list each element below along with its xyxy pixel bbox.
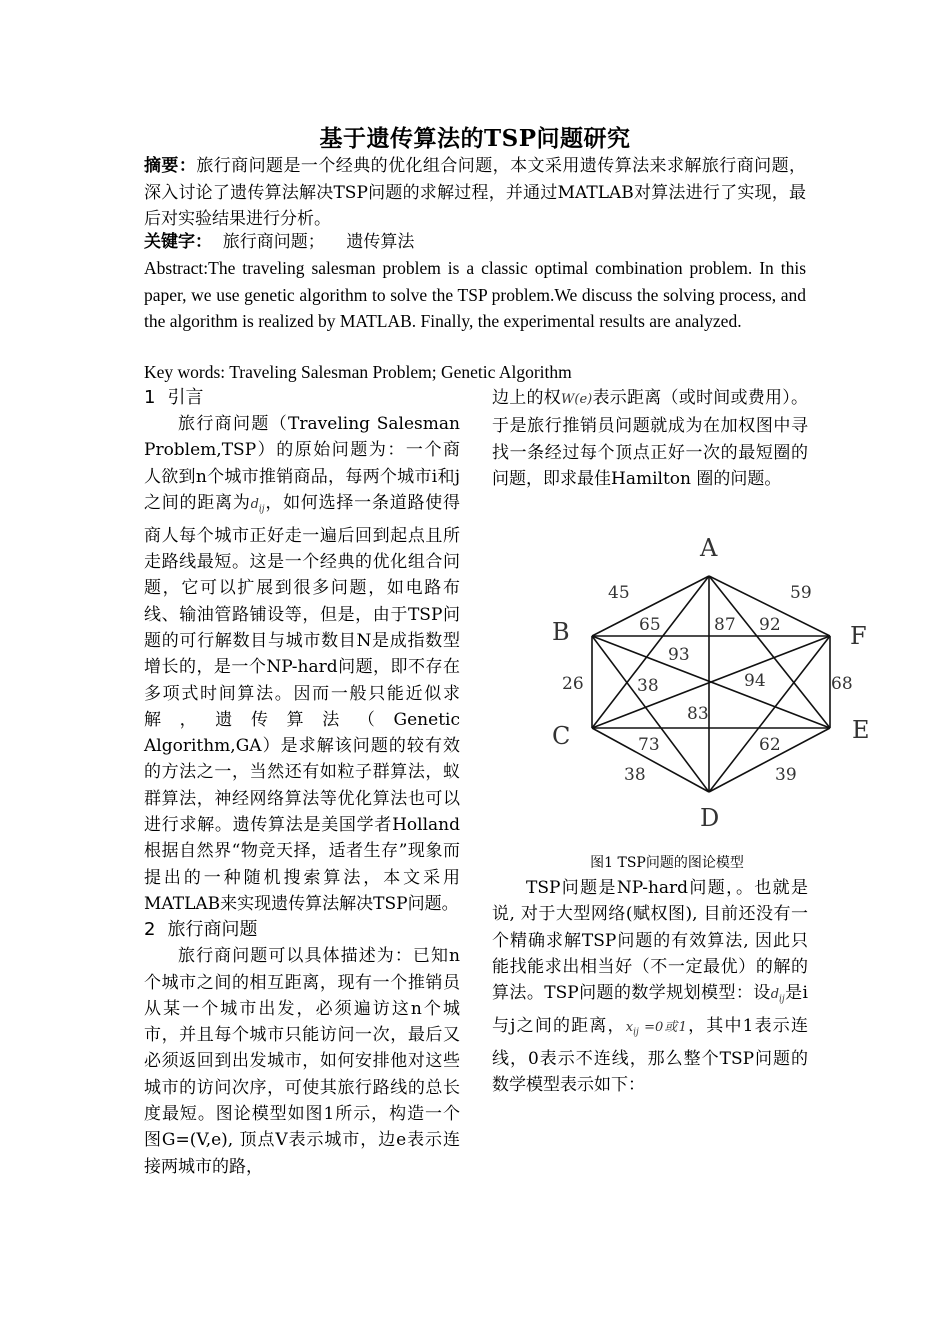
weight-CE: 73 — [638, 735, 660, 755]
weight-center: 83 — [687, 704, 709, 724]
weight-BD: 38 — [637, 676, 659, 696]
keywords-label: 关键字： — [144, 232, 212, 252]
weight-CD: 38 — [624, 765, 646, 785]
right-paragraph-1: 边上的权W(e)表示距离（或时间或费用）。于是旅行推销员问题就成为在加权图中寻找一条经过每个顶点正好一次的最短圈的问题，即求最佳Hamilton 圈的问题。 — [492, 388, 809, 489]
tsp-graph-figure — [540, 530, 870, 835]
abstract-text: 旅行商问题是一个经典的优化组合问题，本文采用遗传算法来求解旅行商问题，深入讨论了遗传算法解决TSP问题的求解过程，并通过MATLAB对算法进行了实现，最后对实验结果进行分析。 — [144, 156, 807, 229]
right-column-bottom — [492, 875, 808, 1099]
weight-DE: 39 — [775, 765, 797, 785]
right-column-top — [492, 385, 808, 492]
abstract-label: 摘要： — [144, 156, 197, 176]
node-A: A — [700, 534, 718, 562]
node-D: D — [700, 804, 720, 832]
keywords-text: 旅行商问题； 遗传算法 — [212, 232, 415, 252]
left-column — [144, 385, 460, 1180]
weight-AE: 92 — [759, 615, 781, 635]
weight-AB: 45 — [608, 583, 630, 603]
node-B: B — [552, 618, 570, 646]
right-paragraph-2: TSP问题是NP-hard问题，。也就是说, 对于大型网络(赋权图), 目前还没有一个精确求解TSP问题的有效算法, 因此只能找能求出相当好（不一定最优）的解的算法。TSP问题的数学规划模型：设$d_{ij}$是i与j之间的距离，$x_{ij} =0$或1，其中1表示连线，0表示不连线，那么整个TSP问题的数学模型表示如下： — [492, 878, 808, 1096]
node-E: E — [852, 716, 870, 744]
math-dij-2: $d_{ij}$ — [770, 987, 785, 1005]
keywords-chinese — [144, 229, 806, 256]
weight-ED-mid: 62 — [759, 735, 781, 755]
node-F: F — [850, 622, 867, 650]
abstract-english: Abstract:The traveling salesman problem is a classic optimal combination problem. In this paper, we use genetic algorithm to solve the TSP problem.We discuss the solving process, and the algorithm is realized by MATLAB. Finally, the experimental results are analyzed. — [144, 258, 806, 331]
figure-caption: 图1 TSP问题的图论模型 — [590, 855, 744, 871]
weight-FE: 68 — [831, 674, 853, 694]
weight-CF: 94 — [744, 671, 766, 691]
section-2-heading: 2 旅行商问题 — [144, 919, 258, 941]
math-dij: $d_{ij}$ — [250, 496, 265, 515]
node-C: C — [552, 722, 571, 750]
graph-edges — [592, 576, 830, 792]
section-1-paragraph: 旅行商问题（Traveling Salesman Problem,TSP）的原始问题为：一个商人欲到n个城市推销商品，每两个城市i和j之间的距离为$d_{ij}$，如何选择一条道路使得商人每个城市正好走一遍后回到起点且所走路线最短。这是一个经典的优化组合问题，它可以扩展到很多问题，如电路布线、输油管路铺设等，但是，由于TSP问题的可行解数目与城市数目N是成指数型增长的，是一个NP-hard问题，即不存在多项式时间算法。因而一般只能近似求解，遗传算法（Genetic Algorithm,GA）是求解该问题的较有效的方法之一，当然还有如粒子群算法，蚁群算法，神经网络算法等优化算法也可以进行求解。遗传算法是美国学者Holland根据自然界“物竞天择，适者生存”现象而提出的一种随机搜索算法，本文采用MATLAB来实现遗传算法解决TSP问题。 — [144, 414, 461, 914]
weight-AF: 59 — [790, 583, 812, 603]
abstract-chinese — [144, 153, 806, 233]
math-we: W(e) — [561, 392, 593, 407]
weight-BC: 26 — [562, 674, 584, 694]
section-1-heading: 1 引言 — [144, 387, 204, 408]
weight-BE: 93 — [668, 645, 690, 665]
keywords-english: Key words: Traveling Salesman Problem; Genetic Algorithm — [144, 362, 572, 382]
paper-title: 基于遗传算法的TSP问题研究 — [319, 125, 631, 152]
weight-AC: 65 — [639, 615, 661, 635]
section-2-paragraph: 旅行商问题可以具体描述为：已知n个城市之间的相互距离，现有一个推销员从某一个城市出发，必须遍访这n个城市，并且每个城市只能访问一次，最后又必须返回到出发城市，如何安排他对这些城市的访问次序，可使其旅行路线的总长度最短。图论模型如图1所示，构造一个图G=(V,e), 顶点V表示城市，边e表示连接两城市的路， — [144, 946, 460, 1177]
weight-AD: 87 — [714, 615, 736, 635]
math-xij: $x_{ij} =0$或1 — [625, 1020, 687, 1038]
